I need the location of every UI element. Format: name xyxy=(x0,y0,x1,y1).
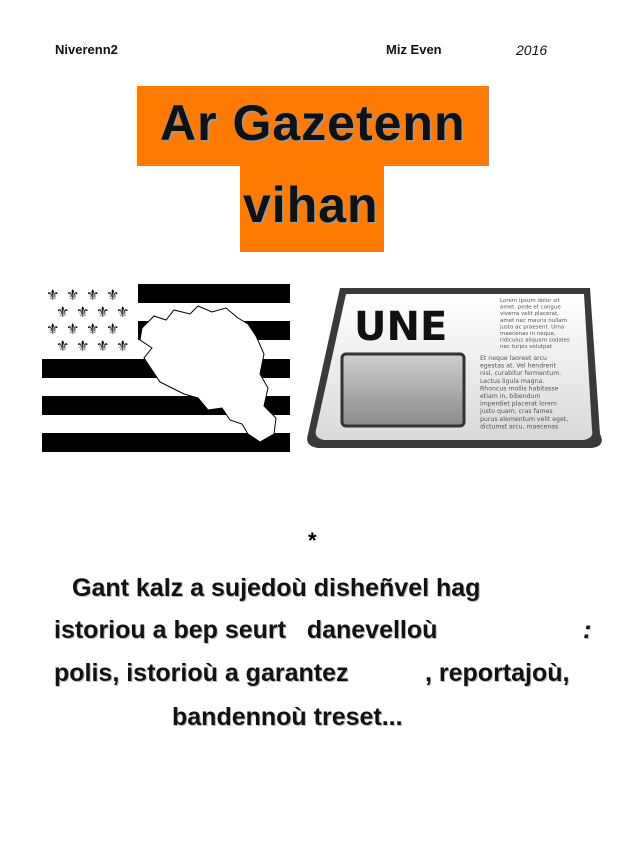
svg-text:⚜: ⚜ xyxy=(116,337,130,355)
col2-line: Lectus ligula magna. xyxy=(480,377,545,385)
svg-text:⚜: ⚜ xyxy=(56,337,70,355)
col1-line: amet nec mauris nullam xyxy=(500,317,568,324)
svg-text:⚜: ⚜ xyxy=(96,303,110,321)
col2-line: imperdiet placerat lorem xyxy=(480,400,557,408)
col1-line: justo ac praesent. Urna xyxy=(500,324,565,331)
col2-line: dictumst arcu, maecenas xyxy=(480,423,559,431)
body-line-3-end: , reportajoù, xyxy=(425,659,570,687)
col1-line: Lorem ipsum dolor sit xyxy=(500,298,560,304)
svg-text:⚜: ⚜ xyxy=(66,320,80,338)
body-line-4: bandennoù treset... xyxy=(172,703,403,731)
svg-text:⚜: ⚜ xyxy=(96,337,110,355)
svg-text:⚜: ⚜ xyxy=(106,320,120,338)
svg-text:⚜: ⚜ xyxy=(76,303,90,321)
title-line2: vihan xyxy=(243,177,379,233)
header-year: 2016 xyxy=(516,42,548,58)
newspaper-headline: UNE xyxy=(354,304,448,350)
body-line-2: istoriou a bep seurt danevelloù xyxy=(54,616,438,644)
svg-text:⚜: ⚜ xyxy=(86,286,100,304)
svg-text:⚜: ⚜ xyxy=(66,286,80,304)
newspaper-icon xyxy=(300,284,620,454)
svg-text:⚜: ⚜ xyxy=(106,286,120,304)
col2-line: justo quam, cras fames xyxy=(480,408,553,416)
col2-line: Et neque laoreet arcu xyxy=(480,355,547,362)
separator-asterisk: * xyxy=(308,528,317,553)
header-issue: Niverenn2 xyxy=(55,42,118,57)
svg-text:⚜: ⚜ xyxy=(116,303,130,321)
col1-line: amet, pede et congue xyxy=(500,304,561,311)
col1-line: viverra velit placerat, xyxy=(500,311,559,318)
header-month: Miz Even xyxy=(386,42,442,57)
col1-line: maecenas in neque, xyxy=(500,331,556,337)
body-line-2-colon: : xyxy=(583,616,592,644)
col2-line: Rhoncus mollis habitasse xyxy=(480,385,559,393)
col1-line: nec turpis volutpat xyxy=(500,344,552,351)
body-line-1: Gant kalz a sujedoù disheñvel hag xyxy=(72,574,481,602)
svg-text:⚜: ⚜ xyxy=(46,286,60,304)
svg-text:⚜: ⚜ xyxy=(46,320,60,338)
body-line-3: polis, istorioù a garantez xyxy=(54,659,349,687)
svg-text:⚜: ⚜ xyxy=(86,320,100,338)
svg-text:⚜: ⚜ xyxy=(76,337,90,355)
svg-text:⚜: ⚜ xyxy=(56,303,70,321)
col2-line: egestas at. Vel hendrerit xyxy=(480,362,557,370)
title-line1: Ar Gazetenn xyxy=(160,95,466,151)
col2-line: purus elementum velit eget, xyxy=(480,415,569,423)
col1-line: ridiculus aliquam sodales xyxy=(500,337,570,344)
col2-line: nisl, curabitur fermentum. xyxy=(480,370,562,378)
breton-flag-brittany-map-icon xyxy=(42,284,290,452)
col2-line: etiam in, bibendum xyxy=(480,393,541,400)
